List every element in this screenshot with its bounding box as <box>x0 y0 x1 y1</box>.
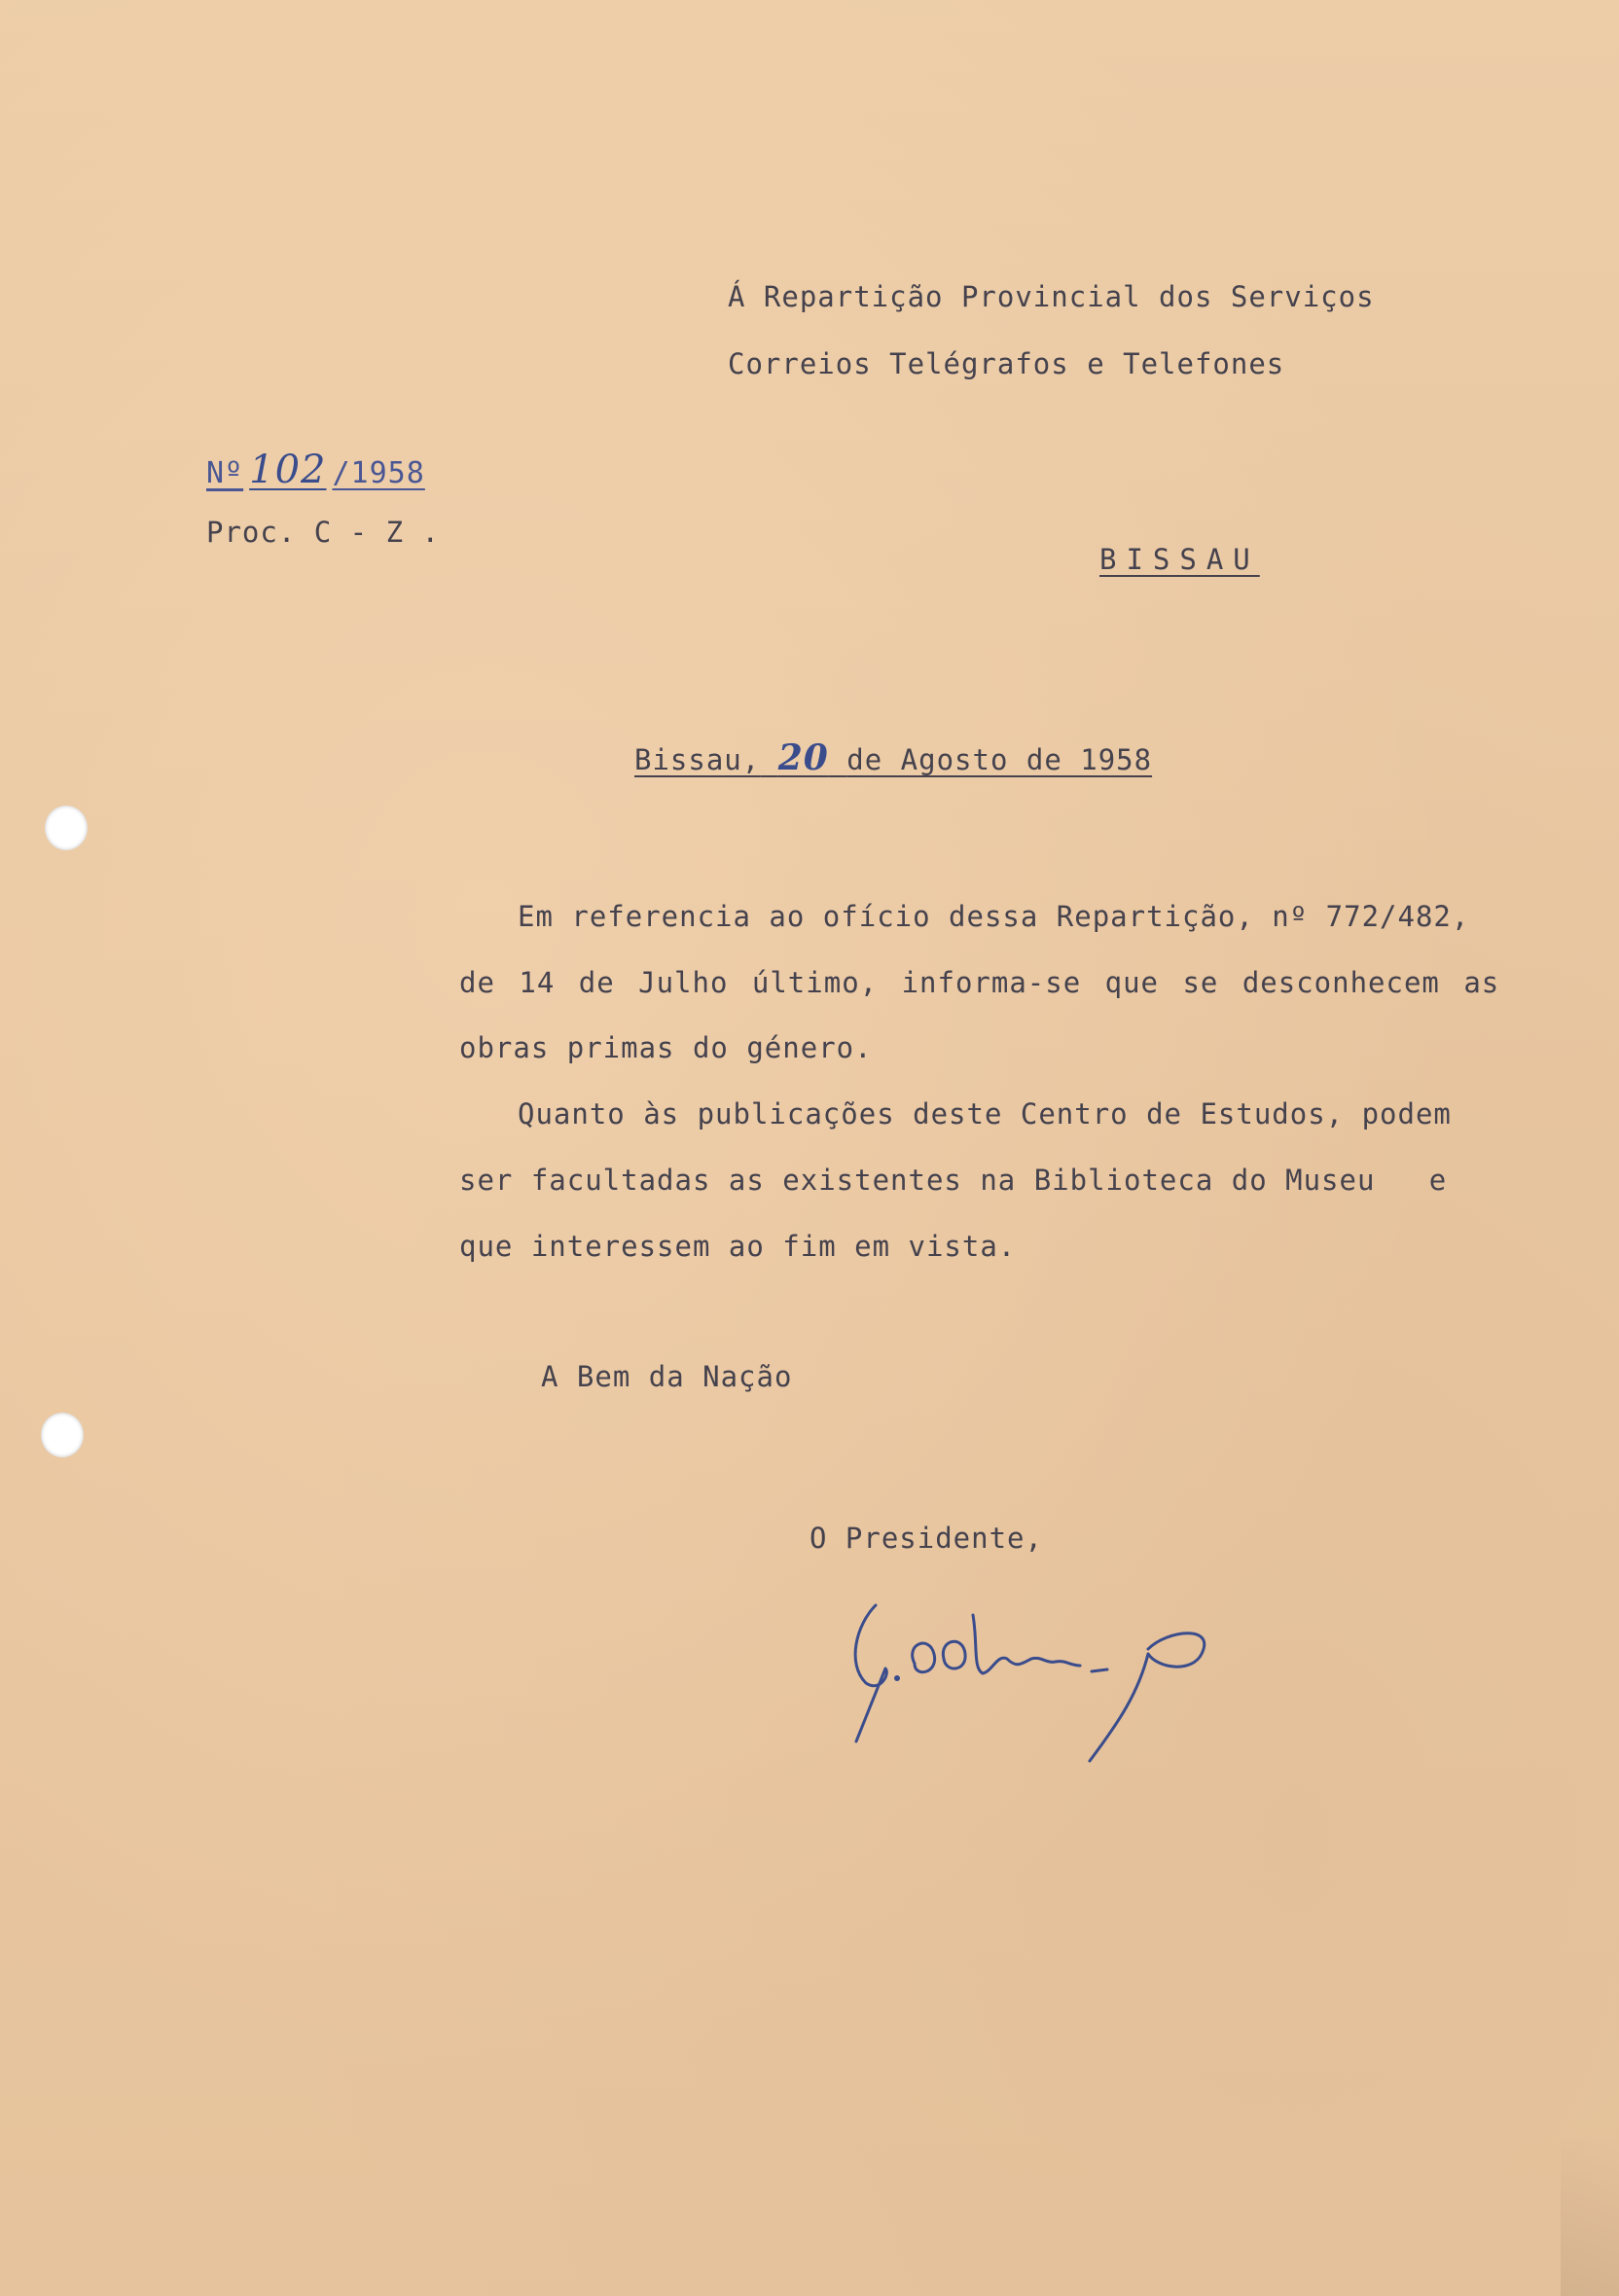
page-fold-shadow <box>1561 2140 1619 2296</box>
handwritten-number: 102 <box>249 448 327 492</box>
process-reference: Proc. C - Z . <box>206 516 440 549</box>
body-line: que interessem ao fim em vista. <box>459 1230 1017 1263</box>
reference-number <box>206 448 425 492</box>
number-year: /1958 <box>332 456 425 490</box>
body-line: Em referencia ao ofício dessa Repartição, nº 772/482, <box>518 900 1470 933</box>
body-line: Quanto às publicações deste Centro de Estudos, podem <box>518 1097 1452 1130</box>
body-line: obras primas do género. <box>459 1031 873 1064</box>
date-prefix: Bissau, <box>634 743 761 776</box>
signoff-title: O Presidente, <box>810 1522 1043 1555</box>
punch-hole-icon <box>41 1413 84 1457</box>
number-label: Nº <box>206 456 244 490</box>
date-line <box>634 737 1152 778</box>
body-line: de 14 de Julho último, informa-se que se desconhecem as <box>459 966 1500 999</box>
handwritten-signature-icon <box>837 1576 1265 1771</box>
body-line: ser facultadas as existentes na Biblioteca do Museu e <box>459 1164 1448 1197</box>
closing-salutation: A Bem da Nação <box>541 1360 793 1393</box>
punch-hole-icon <box>45 806 88 850</box>
recipient-city: BISSAU <box>1099 543 1260 576</box>
handwritten-day: 20 <box>777 737 829 778</box>
recipient-line-2: Correios Telégrafos e Telefones <box>728 347 1285 380</box>
recipient-line-1: Á Repartição Provincial dos Serviços <box>728 280 1375 313</box>
date-suffix: de Agosto de 1958 <box>846 743 1153 776</box>
